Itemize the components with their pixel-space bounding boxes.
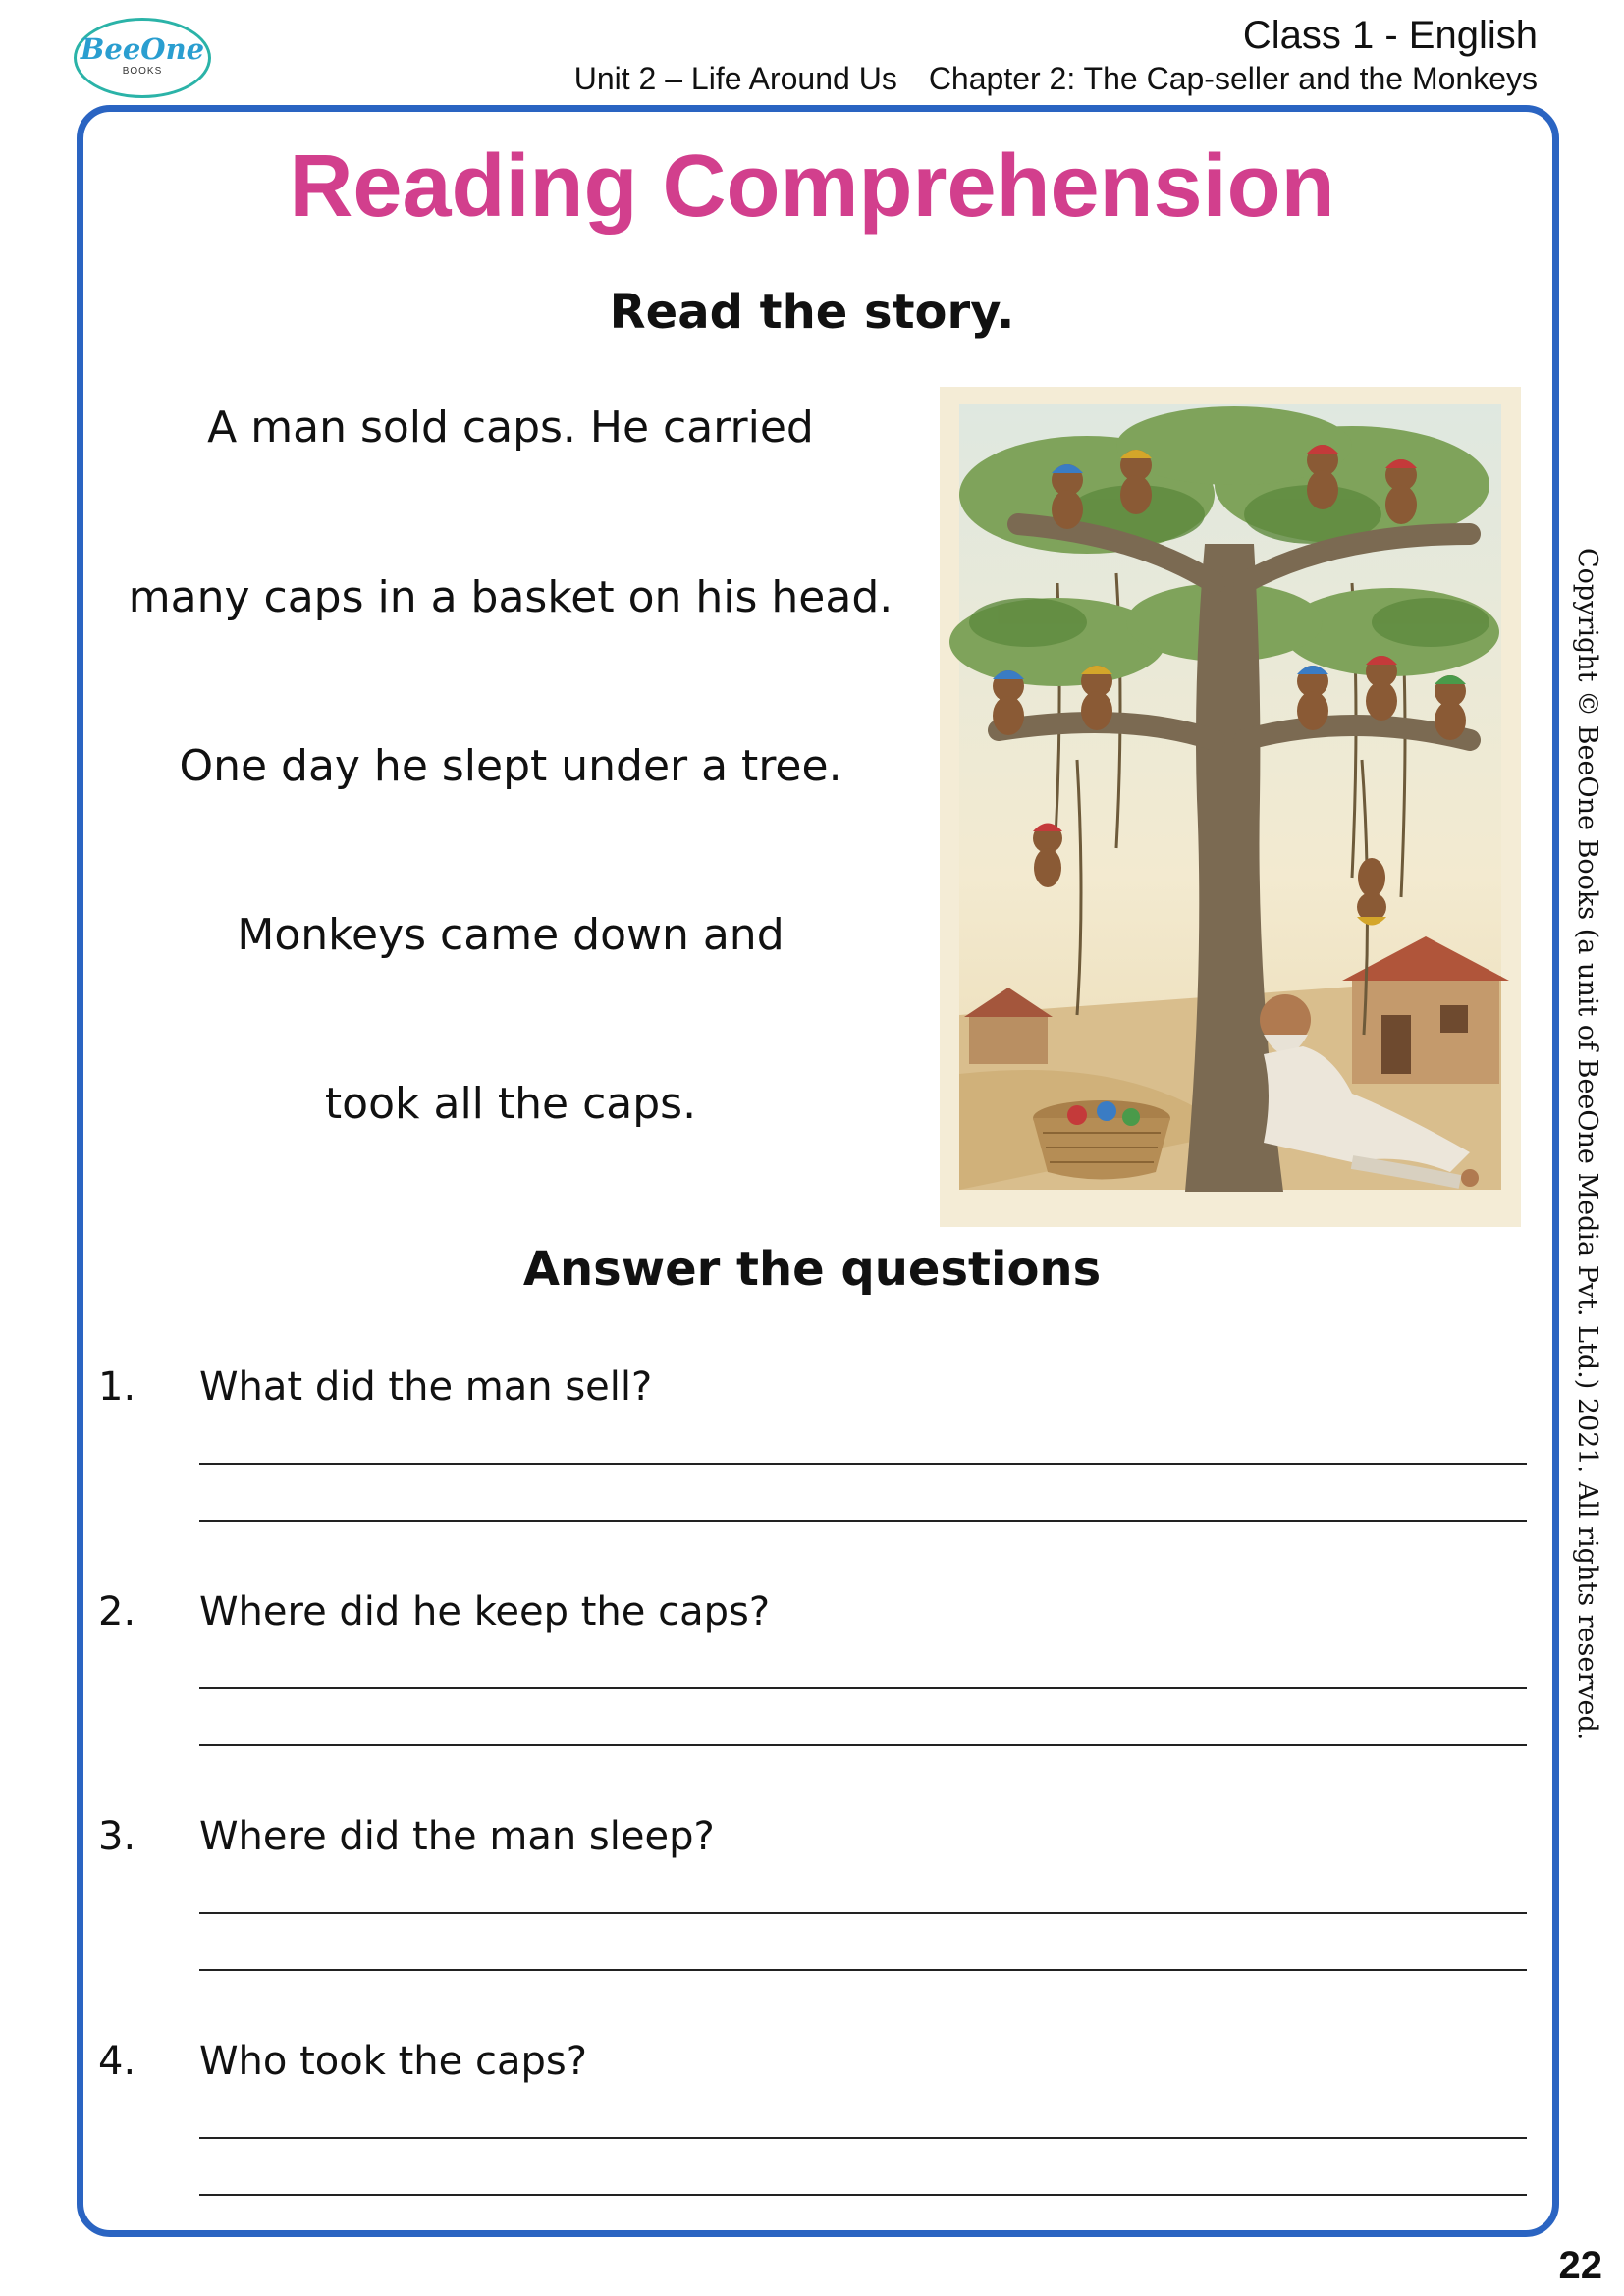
page-number: 22 [1558,2244,1602,2287]
story-line: many caps in a basket on his head. [128,572,893,622]
story-line: took all the caps. [324,1079,697,1129]
question-text: What did the man sell? [199,1364,653,1410]
question-text: Where did the man sleep? [199,1814,715,1859]
publisher-logo [74,18,211,98]
page-title: Reading Comprehension [289,137,1335,236]
question-text: Where did he keep the caps? [199,1589,771,1634]
answer-line[interactable] [199,1520,1527,1522]
question-number: 1. [98,1364,136,1410]
story-line: A man sold caps. He carried [207,402,814,453]
question-text: Who took the caps? [199,2039,587,2084]
chapter-heading [574,61,1538,97]
chapter-label: Chapter 2: The Cap-seller and the Monkeys [928,61,1538,96]
story-line: Monkeys came down and [237,910,785,960]
answer-line[interactable] [199,2194,1527,2196]
story-heading: Read the story. [609,285,1015,340]
unit-label: Unit 2 – Life Around Us [573,61,897,96]
question-number: 3. [98,1814,136,1859]
answer-line[interactable] [199,1912,1527,1914]
answer-line[interactable] [199,1463,1527,1465]
answer-line[interactable] [199,1744,1527,1746]
logo-sub: BOOKS [122,66,163,77]
question-number: 4. [98,2039,136,2084]
copyright-notice: Copyright © BeeOne Books (a unit of BeeOne Media Pvt. Ltd.) 2021. All rights reserved. [1572,548,1602,1741]
illustration-art [940,387,1521,1227]
story-illustration [940,387,1521,1227]
answer-line[interactable] [199,1969,1527,1971]
answer-line[interactable] [199,2137,1527,2139]
question-number: 2. [98,1589,136,1634]
answer-line[interactable] [199,1687,1527,1689]
story-line: One day he slept under a tree. [179,741,842,791]
class-label: Class 1 - English [1242,14,1538,57]
questions-heading: Answer the questions [522,1242,1102,1297]
logo-brand: BeeOne [80,32,205,66]
